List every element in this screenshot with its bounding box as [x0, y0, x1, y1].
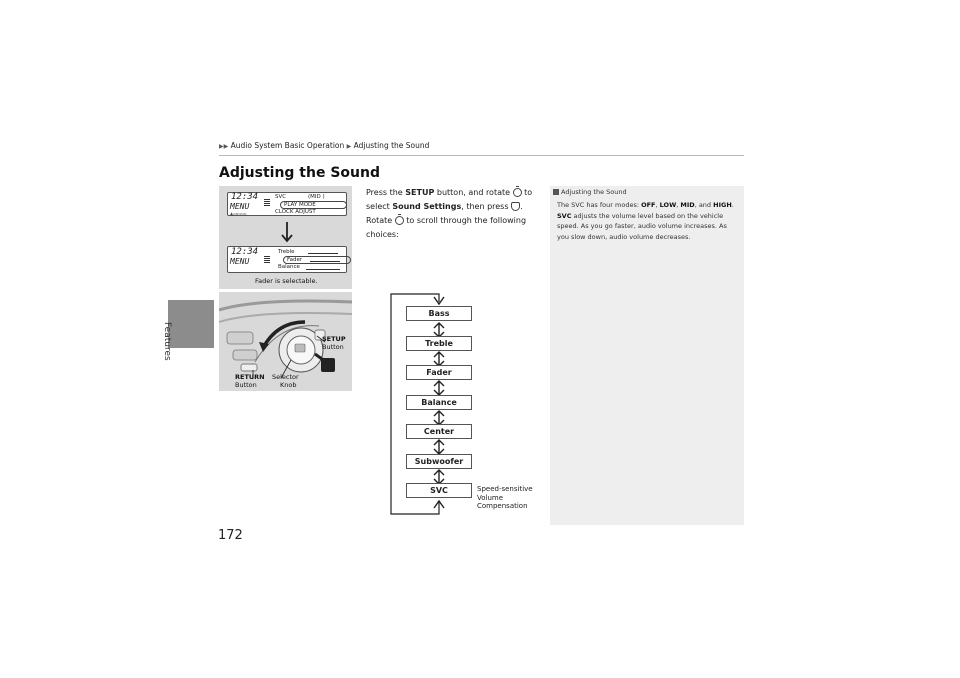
setup-button-sublabel: Button	[322, 343, 344, 351]
svc-caption-line: Speed-sensitive	[477, 485, 533, 493]
rotate-knob-icon	[513, 188, 522, 197]
body-text-run: to select	[366, 188, 533, 211]
push-knob-icon	[511, 202, 520, 211]
chain-item-treble: Treble	[406, 336, 472, 351]
note-text-run: adjusts the volume level based on the vehicle speed. As you go faster, audio volume increases. As you slow down, audio volume decreases.	[557, 211, 727, 241]
lcd-item-svc-value: (MID )	[308, 194, 325, 200]
selector-knob-callout	[272, 373, 299, 389]
svc-caption	[477, 485, 533, 511]
lcd-item-clock-adjust: CLOCK ADJUST	[275, 209, 316, 215]
lcd-menu-label: MENU	[230, 257, 250, 266]
breadcrumb-arrow-icon: ▶▶	[219, 143, 229, 150]
chain-item-svc: SVC	[406, 483, 472, 498]
note-text-run: The SVC has four modes:	[557, 201, 642, 209]
lcd-item-balance: Balance	[278, 264, 300, 270]
note-mode-high: HIGH	[713, 201, 732, 209]
chain-item-subwoofer: Subwoofer	[406, 454, 472, 469]
lcd-clock: 12:34	[231, 247, 259, 257]
breadcrumb-section: Audio System Basic Operation	[230, 141, 345, 150]
lcd-bars-icon	[264, 256, 270, 263]
note-text-run: ,	[676, 201, 681, 209]
section-label: Features	[162, 322, 172, 361]
instruction-text	[366, 186, 548, 242]
note-title	[553, 188, 627, 196]
lcd-item-treble: Treble	[278, 249, 295, 255]
svc-caption-line: Volume	[477, 493, 504, 502]
selector-knob-sublabel: Knob	[280, 381, 297, 389]
sound-settings-chain	[385, 288, 545, 518]
return-button-sublabel: Button	[235, 381, 257, 389]
breadcrumb-topic: Adjusting the Sound	[353, 141, 430, 150]
lcd-bars-icon	[264, 199, 270, 206]
return-button-label: RETURN	[235, 373, 265, 381]
note-mode-mid: MID	[680, 201, 695, 209]
note-body	[557, 200, 737, 242]
note-paragraph	[557, 211, 737, 243]
lcd-menu-label: MENU	[230, 202, 250, 211]
lcd-level-bar	[310, 259, 340, 262]
figure-caption: Fader is selectable.	[255, 277, 318, 285]
breadcrumb-arrow-icon: ▶	[346, 143, 352, 150]
lcd-screen-sound	[227, 246, 347, 273]
chain-item-fader: Fader	[406, 365, 472, 380]
setup-button-callout	[322, 335, 346, 351]
chain-item-bass: Bass	[406, 306, 472, 321]
setup-button-label: SETUP	[322, 335, 346, 343]
lcd-clock: 12:34	[231, 192, 259, 202]
note-text-run: ,	[655, 201, 660, 209]
note-title-text: Adjusting the Sound	[561, 188, 627, 196]
body-text-run: , then press	[461, 202, 512, 211]
lcd-level-bar	[306, 267, 340, 270]
rotate-knob-icon	[395, 216, 404, 225]
arrow-down-icon	[279, 220, 295, 244]
header-rule	[219, 155, 744, 156]
lcd-item-fader: Fader	[283, 256, 351, 264]
note-svc-bold: SVC	[557, 211, 572, 220]
body-text-run: to scroll through the following choices:	[366, 216, 527, 239]
note-text-run: , and	[694, 201, 714, 209]
display-figure	[219, 186, 352, 289]
lcd-level-bar	[308, 251, 338, 254]
note-mode-low: LOW	[659, 201, 677, 209]
body-setup-bold: SETUP	[405, 188, 435, 197]
selector-knob-label: Selector	[272, 373, 299, 381]
control-figure	[219, 292, 352, 391]
note-text-run: .	[731, 201, 734, 209]
lcd-screen-menu	[227, 192, 347, 216]
return-button-callout	[235, 373, 265, 389]
lcd-signal-icon: ▲▫▫▫▫▫	[230, 211, 247, 216]
note-paragraph	[557, 200, 737, 211]
section-tab	[168, 300, 214, 348]
note-mode-off: OFF	[641, 201, 656, 209]
chain-item-center: Center	[406, 424, 472, 439]
lcd-item-play-mode: PLAY MODE	[280, 201, 347, 209]
breadcrumb	[219, 141, 429, 150]
page-number: 172	[218, 528, 243, 543]
body-text-run: . Rotate	[366, 202, 523, 225]
body-text-run: button, and rotate	[434, 188, 513, 197]
svc-caption-line: Compensation	[477, 502, 528, 510]
note-marker-icon	[553, 189, 559, 195]
page-title: Adjusting the Sound	[219, 165, 380, 181]
body-text-run: Press the	[366, 188, 406, 197]
chain-item-balance: Balance	[406, 395, 472, 410]
body-sound-settings-bold: Sound Settings	[392, 202, 462, 211]
lcd-item-svc: SVC	[275, 194, 287, 200]
